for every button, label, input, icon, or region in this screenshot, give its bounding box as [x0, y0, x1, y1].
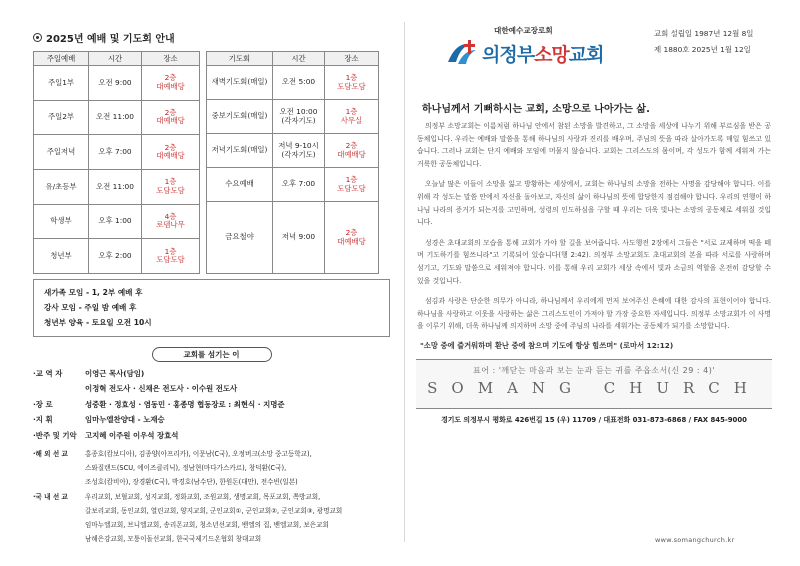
service-name: 학생부 [34, 204, 89, 239]
prayer-name: 중보기도회(매일) [207, 100, 273, 134]
table-header-cell: 주일예배 [34, 52, 89, 66]
church-name-accent: 소망 [534, 43, 569, 66]
staff-title: 교회를 섬기는 이 [152, 347, 272, 362]
service-place: 4층 로뎀나무 [142, 204, 200, 239]
staff-label: ·반주 및 기악 [33, 430, 77, 440]
mission-row [33, 490, 390, 504]
denomination: 대한예수교장로회 [494, 26, 553, 35]
staff-value: 이정혁 전도사 · 신채은 전도사 · 이수원 전도사 [85, 384, 238, 394]
staff-row [33, 412, 390, 427]
service-time: 오전 11:00 [89, 100, 142, 135]
mission-value: 조성호(캄비아), 장경환(C국), 박경호(남수단), 한원돈(대만), 전수빈(일본) [85, 478, 298, 487]
service-time: 오전 11:00 [89, 169, 142, 204]
website-link[interactable]: www.somangchurch.kr [655, 536, 735, 544]
service-time: 오후 2:00 [89, 239, 142, 274]
prayer-name: 저녁기도회(매일) [207, 134, 273, 168]
body-paragraph: 오늘날 많은 이들이 소망을 잃고 방황하는 세상에서, 교회는 하나님의 소망을 전하는 사명을 감당해야 합니다. 이를 위해 각 성도는 말씀 안에서 자신을 돌아보고, 자신의 삶이 하나님의 뜻에 합당한지 점검해야 합니다. 우리의 연행이 하나님 나라의 증거가 되는지를 고민하며, 성령의 인도하심을 구할 때 우리는 더욱 빛나는 소망의 공동체로 세워질 것입니다. [417, 180, 771, 227]
left-column [33, 30, 390, 546]
mission-row [33, 532, 390, 546]
table-header-cell: 장소 [325, 52, 379, 66]
church-name-main: 의정부 [482, 43, 535, 66]
table-row [207, 66, 379, 100]
body-paragraph: 성경은 초대교회의 모습을 통해 교회가 가야 할 길을 보여줍니다. 사도행전 2장에서 그들은 "서로 교제하며 떡을 떼며 기도하기를 힘쓰니라"고 기록되어 있습니다(행 2:42). 의정부 소망교회도 초대교회의 본을 따라 서로를 사랑하며 섬기고, 기도와 말씀으로 세워져야 합니다. 이를 통해 우리 교회가 세상 속에서 빛과 소금의 역할을 온전히 감당할 수 있을 것입니다. [417, 238, 771, 285]
prayer-place: 2층 대예배당 [325, 202, 379, 274]
mission-row [33, 504, 390, 518]
table-row [207, 134, 379, 168]
staff-value: 성중환 · 정효성 · 염동민 · 홍종명 협동장로 : 최현식 · 지명준 [85, 399, 285, 409]
service-name: 청년부 [34, 239, 89, 274]
bulletin-meta [654, 26, 753, 58]
staff-row [33, 397, 390, 412]
mission-value: 우리교회, 보혈교회, 성지교회, 정화교회, 조원교회, 생명교회, 목포교회, 쪽방교회, [85, 492, 321, 501]
church-logo [446, 38, 604, 68]
service-time: 오후 7:00 [89, 135, 142, 170]
table-header-cell: 시간 [89, 52, 142, 66]
table-row [34, 239, 200, 274]
prayer-time: 오후 7:00 [273, 168, 325, 202]
service-name: 유/초등부 [34, 169, 89, 204]
notice-line: 새가족 모임 - 1, 2부 예배 후 [44, 288, 143, 297]
staff-value: 이영근 목사(담임) [85, 369, 145, 378]
mission-label [33, 475, 85, 489]
column-headline: 하나님께서 기뻐하시는 교회, 소망으로 나아가는 삶. [422, 104, 650, 115]
prayer-time: 저녁 9:00 [273, 202, 325, 274]
service-place: 1층 도담도담 [142, 239, 200, 274]
column-body [416, 120, 772, 333]
service-place: 1층 도담도담 [142, 169, 200, 204]
worship-table [33, 51, 200, 274]
prayer-time: 오전 5:00 [273, 66, 325, 100]
prayer-place: 1층 도담도담 [325, 168, 379, 202]
prayer-time: 오전 10:00 (각자기도) [273, 100, 325, 134]
staff-row [33, 366, 390, 381]
mission-value: 스와질랜드(SCU, 에이즈클리닉), 정남현(마다가스카르), 창덕환(C국), [85, 464, 287, 473]
table-row [207, 100, 379, 134]
circle-bullet-icon [33, 33, 42, 42]
notice-box [33, 279, 390, 337]
prayer-place: 1층 도담도담 [325, 66, 379, 100]
prayer-table [206, 51, 379, 274]
page-divider [404, 22, 405, 542]
prayer-name: 새벽기도회(매일) [207, 66, 273, 100]
church-motto: 표어 : '깨닫는 마음과 보는 눈과 듣는 귀를 주옵소서(신 29 : 4)' [472, 365, 716, 375]
staff-label: ·장 로 [33, 399, 53, 409]
mission-value: 남해은강교회, 모퉁이돌선교회, 한국국제기드온협회 창대교회 [85, 535, 262, 544]
staff-label: ·지 휘 [33, 415, 53, 425]
table-header-cell: 기도회 [207, 52, 273, 66]
table-row [34, 204, 200, 239]
service-place: 2층 대예배당 [142, 135, 200, 170]
mission-row [33, 475, 390, 489]
masthead [416, 22, 772, 84]
mission-label: ·해 외 선 교 [33, 450, 68, 459]
staff-label: ·교 역 자 [33, 369, 63, 378]
mission-row [33, 447, 390, 461]
table-row [34, 66, 200, 101]
table-row [34, 135, 200, 170]
table-header-cell: 시간 [273, 52, 325, 66]
mission-label: ·국 내 선 교 [33, 492, 68, 501]
table-row [34, 100, 200, 135]
worship-table-header [34, 52, 200, 66]
brand-wordmark: SOMANG CHURCH [427, 378, 761, 397]
church-emblem-icon [446, 38, 480, 68]
table-row [34, 169, 200, 204]
prayer-name: 금요철야 [207, 202, 273, 274]
staff-value: 고지혜 이주원 이우석 장효석 [85, 430, 179, 440]
prayer-place: 2층 대예배당 [325, 134, 379, 168]
staff-row [33, 381, 390, 396]
body-paragraph: 섬김과 사랑은 단순한 의무가 아니라, 하나님께서 우리에게 먼저 보여주신 은혜에 대한 감사의 표현이어야 합니다. 하나님을 사랑하고 이웃을 사랑하는 삶은 그리스도인이 가져야 할 가장 중요한 자세입니다. 의정부 소망교회가 이 사명을 이루기 위해, 더욱 하나님께 의지하며 소망 중에 주님의 나라를 세워가는 공동체가 되기를 소망합니다. [417, 297, 771, 331]
issue-info: 제 1880호 2025년 1월 12일 [654, 45, 751, 54]
service-place: 2층 대예배당 [142, 66, 200, 101]
motto-box [416, 359, 772, 409]
service-name: 주일저녁 [34, 135, 89, 170]
staff-value: 임마누엘찬양대 - 노재승 [85, 415, 165, 425]
staff-label [33, 381, 85, 396]
founding-date: 교회 설립일 1987년 12월 8일 [654, 29, 754, 38]
mission-value: 임마누엘교회, 브니엘교회, 송리몬교회, 청소년선교회, 밴엘의 집, 밴엘교회, 보은교회 [85, 521, 329, 530]
schedule-title-text: 2025년 예배 및 기도회 안내 [46, 34, 175, 45]
body-paragraph: 의정부 소망교회는 이름처럼 하나님 안에서 참된 소망을 발견하고, 그 소망을 세상에 나누기 위해 부르심을 받은 공동체입니다. 우리는 예배와 말씀을 통해 하나님의 사랑과 진리를 배우며, 주님의 뜻을 따라 살아가도록 매일 힘쓰고 있습니다. 그러나 교회는 단지 예배와 모임에 머물지 않습니다. 교회는 그리스도의 몸이며, 각 성도가 함께 세워져 가는 거룩한 공동체입니다. [417, 122, 771, 168]
mission-label [33, 504, 85, 518]
notice-line: 강사 모임 - 주일 밤 예배 후 [44, 303, 137, 312]
mission-label [33, 532, 85, 546]
staff-row [33, 428, 390, 443]
church-name-tail: 교회 [568, 43, 604, 66]
prayer-time: 저녁 9-10시 (각자기도) [273, 134, 325, 168]
prayer-name: 수요예배 [207, 168, 273, 202]
service-name: 주일2부 [34, 100, 89, 135]
mission-label [33, 518, 85, 532]
table-row [207, 168, 379, 202]
schedule-tables [33, 51, 390, 274]
table-row [207, 202, 379, 274]
mission-value: 갈보리교회, 동인교회, 열린교회, 양지교회, 군인교회①, 군인교회②, 군인교회③, 광명교회 [85, 506, 343, 515]
right-column [416, 22, 772, 424]
scripture-quote: "소망 중에 즐거워하며 환난 중에 참으며 기도에 항상 힘쓰며" (로마서 12:12) [420, 340, 674, 350]
mission-label [33, 461, 85, 475]
table-header-cell: 장소 [142, 52, 200, 66]
staff-list [33, 366, 390, 443]
missions-list [33, 447, 390, 546]
prayer-place: 1층 사무실 [325, 100, 379, 134]
service-time: 오전 9:00 [89, 66, 142, 101]
church-address: 경기도 의정부시 평화로 426번길 15 (우) 11709 / 대표전화 031-873-6868 / FAX 845-9000 [441, 415, 747, 424]
notice-line: 청년부 양육 - 토요일 오전 10시 [44, 318, 152, 327]
schedule-title [33, 30, 390, 45]
church-name [482, 40, 604, 67]
mission-row [33, 461, 390, 475]
prayer-table-header [207, 52, 379, 66]
mission-row [33, 518, 390, 532]
service-place: 2층 대예배당 [142, 100, 200, 135]
mission-value: 홍종호(캄보디아), 김종양(아프리카), 이문남(C국), 오정버크(소망 중고등학교), [85, 450, 312, 459]
service-time: 오후 1:00 [89, 204, 142, 239]
service-name: 주일1부 [34, 66, 89, 101]
